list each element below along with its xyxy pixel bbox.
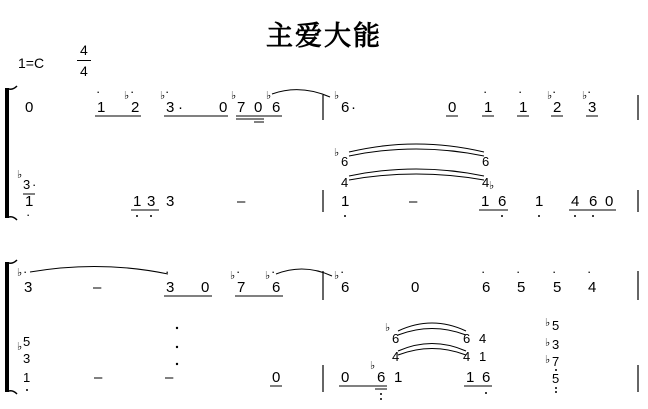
- note: 5: [517, 279, 526, 296]
- flat-sign: ♭: [370, 360, 376, 372]
- chord-note: 1: [479, 349, 487, 364]
- note: 6: [482, 279, 491, 296]
- tie: [272, 90, 330, 97]
- flat-sign: ♭: [17, 267, 23, 279]
- flat-sign: ♭: [124, 90, 130, 102]
- octave-dot: ·: [130, 84, 135, 99]
- dash: –: [237, 193, 246, 210]
- underlines: [339, 386, 492, 389]
- note: 1: [97, 99, 106, 116]
- note: 1: [535, 193, 544, 210]
- flat-sign: ♭: [547, 90, 553, 102]
- chord-note: 3: [23, 351, 31, 366]
- chord-note: 6: [392, 331, 400, 346]
- note: 3: [23, 177, 31, 192]
- chord-note: 4: [463, 349, 471, 364]
- key-signature: 1=C: [18, 55, 45, 71]
- note: 1: [466, 369, 475, 386]
- chord-note: 4: [482, 175, 490, 190]
- flat-sign: ♭: [230, 270, 236, 282]
- page-title: 主爱大能: [266, 21, 382, 52]
- flat-sign: ♭: [334, 270, 340, 282]
- chord-note: 6: [463, 331, 471, 346]
- octave-dot: ·: [236, 264, 241, 279]
- ties: [398, 323, 466, 355]
- chord-note: 3: [552, 337, 560, 352]
- flat-sign: ♭: [582, 90, 588, 102]
- note: 3: [166, 279, 175, 296]
- chord-note: 6: [341, 154, 349, 169]
- note: 1: [341, 193, 350, 210]
- octave-dot-low: ·: [26, 207, 31, 222]
- dash: –: [94, 369, 103, 386]
- chord-note: 4: [479, 331, 487, 346]
- note: 3: [147, 193, 156, 210]
- dash: –: [165, 369, 174, 386]
- chord-note: 5: [23, 334, 31, 349]
- note: 0: [448, 99, 457, 116]
- time-signature-bottom: 4: [80, 63, 88, 79]
- flat-sign: ♭: [334, 147, 340, 159]
- note: 7: [237, 279, 246, 296]
- flat-sign: ♭: [17, 169, 23, 181]
- dot: ·: [351, 99, 356, 116]
- note: 0: [219, 99, 228, 116]
- note: 1: [394, 369, 403, 386]
- note: 1: [25, 193, 34, 210]
- chord-note: 5: [552, 318, 560, 333]
- octave-dot: ·: [483, 84, 488, 99]
- note: 6: [589, 193, 598, 210]
- dot: ·: [178, 99, 183, 116]
- note: 6: [377, 369, 386, 386]
- octave-dot: ·: [587, 84, 592, 99]
- note: 6: [272, 279, 281, 296]
- flat-sign: ♭: [385, 322, 391, 334]
- note: 3: [166, 99, 175, 116]
- ties: [349, 144, 484, 180]
- note: 0: [25, 99, 34, 116]
- octave-dot: ·: [518, 84, 523, 99]
- chord-note: 5: [552, 371, 560, 386]
- octave-dot: ·: [587, 264, 592, 279]
- system-2-bracket: [7, 260, 17, 394]
- note: 4: [588, 279, 597, 296]
- note: 6: [482, 369, 491, 386]
- tie: [30, 266, 168, 274]
- octave-dot: ·: [552, 264, 557, 279]
- note: 7: [237, 99, 246, 116]
- octave-dot: ·: [552, 84, 557, 99]
- note: 6: [498, 193, 507, 210]
- octave-dot: ·: [481, 264, 486, 279]
- note: 1: [519, 99, 528, 116]
- note: 5: [553, 279, 562, 296]
- flat-sign: ♭: [545, 354, 551, 366]
- flat-sign: ♭: [265, 270, 271, 282]
- note: 0: [605, 193, 614, 210]
- octave-dot: ·: [96, 84, 101, 99]
- flat-sign: ♭: [266, 90, 272, 102]
- note: 0: [272, 369, 281, 386]
- note: 0: [411, 279, 420, 296]
- chord-note: 4: [392, 349, 400, 364]
- octave-dots-low: [380, 392, 487, 400]
- underlines: [95, 116, 282, 122]
- note: 0: [201, 279, 210, 296]
- octave-dots-low: [136, 215, 152, 217]
- note: 4: [571, 193, 580, 210]
- note: 1: [481, 193, 490, 210]
- octave-dot: ·: [165, 84, 170, 99]
- chord-note: 7: [552, 354, 560, 369]
- note: 0: [341, 369, 350, 386]
- time-signature-top: 4: [80, 42, 88, 58]
- octave-dot: ·: [165, 264, 170, 279]
- dot: ·: [32, 177, 37, 192]
- flat-sign: ♭: [489, 180, 495, 192]
- note: 1: [484, 99, 493, 116]
- flat-sign: ♭: [334, 90, 340, 102]
- octave-dot: ·: [23, 264, 28, 279]
- flat-sign: ♭: [545, 317, 551, 329]
- note: 2: [553, 99, 562, 116]
- note: 3: [24, 279, 33, 296]
- system-1-bracket: [7, 86, 17, 220]
- chord-note: 1: [23, 370, 31, 385]
- note: 6: [341, 99, 350, 116]
- note: 3: [588, 99, 597, 116]
- flat-sign: ♭: [160, 90, 166, 102]
- flat-sign: ♭: [17, 341, 23, 353]
- octave-dot: ·: [271, 264, 276, 279]
- chord-note: 4: [341, 175, 349, 190]
- octave-dot: ·: [516, 264, 521, 279]
- note: 6: [341, 279, 350, 296]
- octave-dot: ·: [340, 264, 345, 279]
- note: 3: [166, 193, 175, 210]
- flat-sign: ♭: [231, 90, 237, 102]
- chord-note: 6: [482, 154, 490, 169]
- dash: –: [93, 279, 102, 296]
- note: 0: [254, 99, 263, 116]
- note: 2: [131, 99, 140, 116]
- note: 6: [272, 99, 281, 116]
- flat-sign: ♭: [545, 337, 551, 349]
- note: 1: [133, 193, 142, 210]
- octave-dots-low: [344, 215, 594, 217]
- dash: –: [409, 193, 418, 210]
